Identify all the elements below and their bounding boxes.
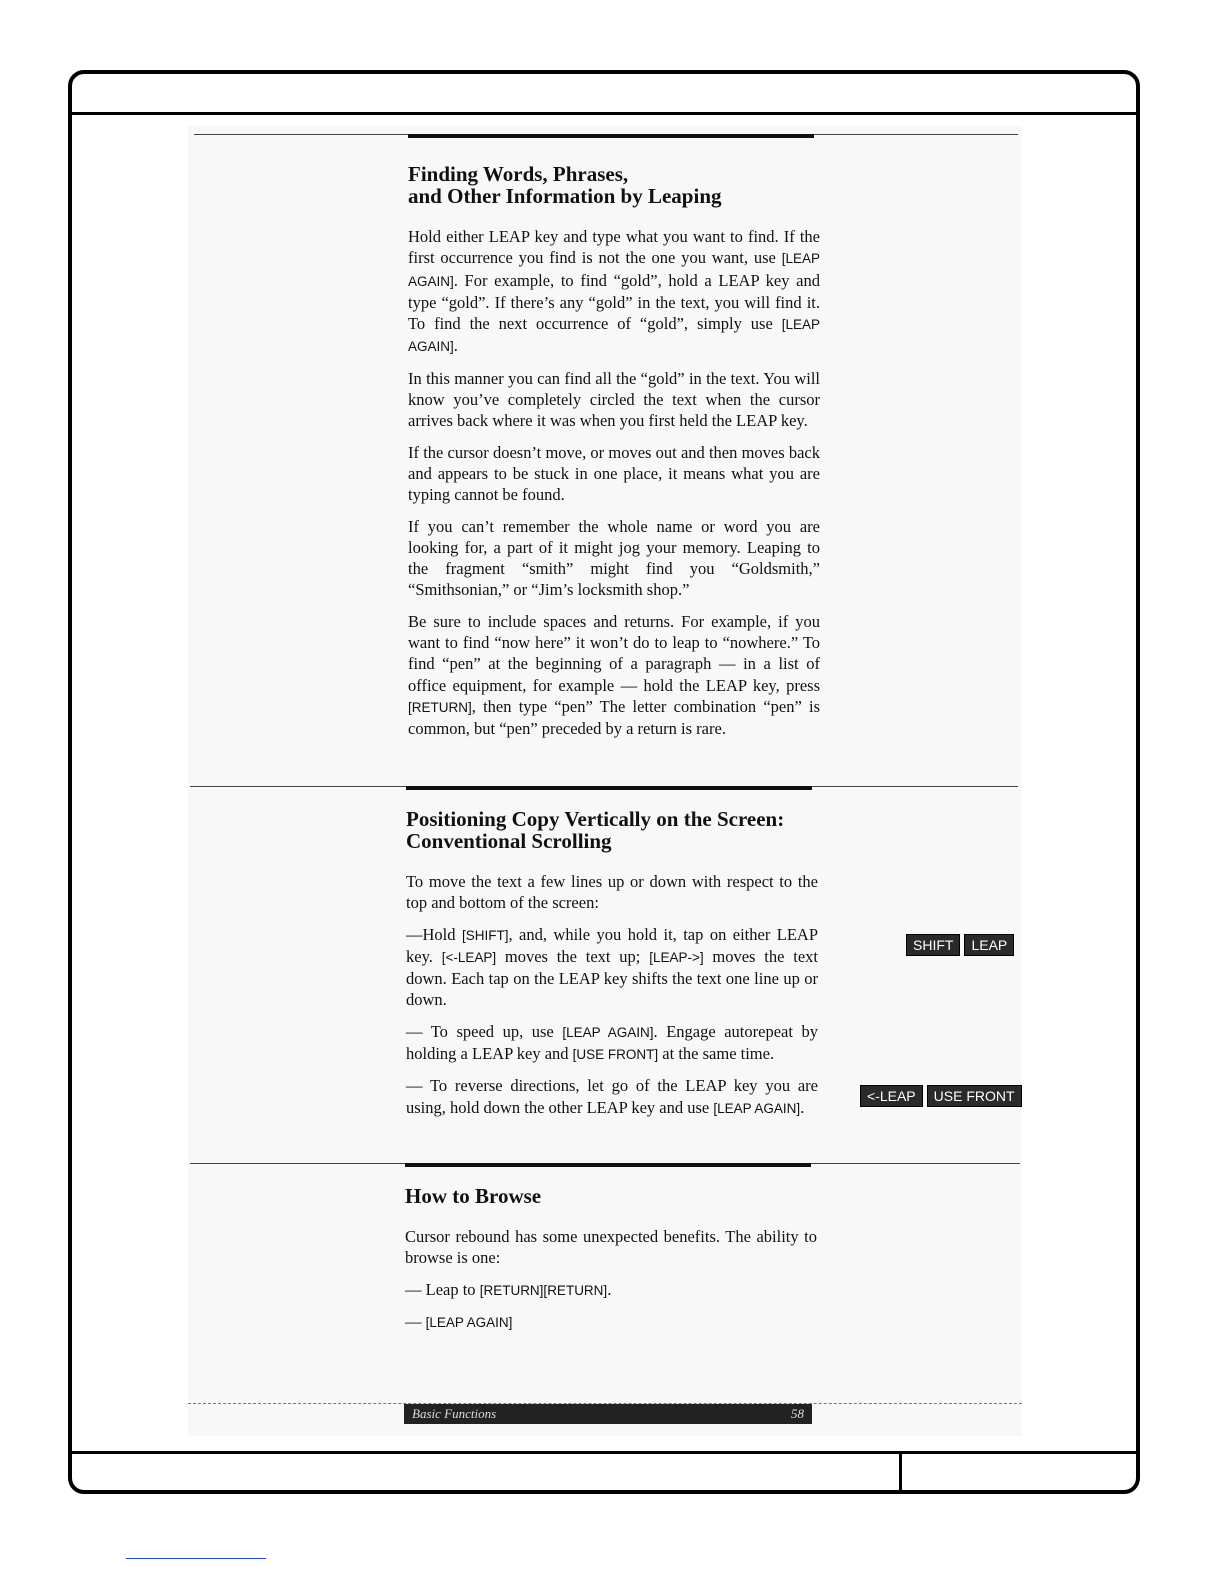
text-run: — [405,1311,426,1331]
text-run: To move the text a few lines up or down with respect to the top and bottom of the screen: [406,872,818,913]
section-title [406,808,818,852]
key-name: [LEAP AGAIN] [408,317,820,355]
section-body [406,871,818,1119]
footer-section-name: Basic Functions [412,1406,497,1421]
page-number: 58 [791,1406,804,1421]
frame-bottom-rule [72,1451,1136,1454]
text-run: Hold either LEAP key and type what you want to find. If the first occurrence you find is not the one you want, use [408,227,820,268]
text-run: —Hold [406,924,462,944]
section-title [405,1185,817,1207]
section-title [408,163,820,207]
section-rule-thick [405,1163,811,1167]
link-underline [126,1558,266,1559]
title-line-1: Positioning Copy Vertically on the Screen: [406,807,785,831]
key-name: [USE FRONT] [572,1047,659,1063]
shift-key-cap: SHIFT [906,934,960,956]
text-run: — Leap to [405,1279,480,1299]
frame-top-rule [72,112,1136,115]
text-run: Cursor rebound has some unexpected benefits. The ability to browse is one: [405,1227,817,1268]
text-run: , then type “pen” The letter combination “pen” is common, but “pen” preceded by a return is rare. [408,696,820,739]
paragraph [408,516,820,601]
paragraph [408,442,820,506]
text-run: If the cursor doesn’t move, or moves out and then moves back and appears to be stuck in one place, it means what you are typing cannot be found. [408,442,820,505]
key-name: [RETURN][RETURN] [479,1282,608,1298]
text-run: at the same time. [658,1044,775,1064]
title-line-1: Finding Words, Phrases, [408,162,629,186]
section-body [405,1226,817,1333]
paragraph [405,1311,817,1333]
key-name: [LEAP AGAIN] [425,1314,513,1330]
text-run: . [453,336,458,356]
text-run: — To reverse directions, let go of the LEAP key you are using, hold down the other LEAP key and use [406,1076,818,1117]
title-line-2: and Other Information by Leaping [408,184,722,208]
key-name: [LEAP->] [649,949,704,965]
key-name: [<-LEAP] [441,949,497,965]
paragraph [406,924,818,1011]
leap-usefront-keys [860,1085,1022,1107]
paragraph [406,1075,818,1119]
text-run: If you can’t remember the whole name or word you are looking for, a part of it might jog your memory. Leaping to the fragment “smith” might find you “Goldsmith,” “Smithsonian,” or “Jim’s locksmith shop.” [408,516,820,600]
text-run: . Engage autorepeat by holding a LEAP key and [406,1021,818,1064]
paragraph [405,1279,817,1301]
frame-divider [899,1454,902,1490]
text-run: , and, while you hold it, tap on either LEAP key. [406,924,819,966]
text-run: — To speed up, use [406,1021,563,1041]
section-rule-thick [408,134,814,138]
text-run: . [607,1279,612,1299]
paragraph [405,1226,817,1269]
title-line-2: Conventional Scrolling [406,829,612,853]
key-name: [RETURN] [408,699,472,715]
text-run: In this manner you can find all the “gold” in the text. You will know you’ve completely circled the text when the cursor arrives back where it was when you first held the LEAP key. [408,368,820,431]
text-run: moves the text up; [496,946,650,966]
paragraph [406,1021,818,1066]
text-run: . [800,1097,805,1117]
key-name: [LEAP AGAIN] [713,1100,801,1116]
text-run: . For example, to find “gold”, hold a LEAP key and type “gold”. If there’s any “gold” in the text, you will find it. To find the next occurrence of “gold”, simply use [408,270,820,334]
text-run: Be sure to include spaces and returns. For example, if you want to find “now here” it won’t do to leap to “nowhere.” To find “pen” at the beginning of a paragraph — in a list of office equipment, for example — hold the LEAP key, press [408,611,820,695]
section-body [408,226,820,740]
page-footer [404,1404,812,1424]
paragraph [406,871,818,914]
title-line-1: How to Browse [405,1184,542,1208]
key-name: [SHIFT] [461,927,509,943]
section-how-to-browse [405,1185,817,1343]
paragraph [408,611,820,740]
shift-leap-keys [906,934,1014,956]
text-run: moves the text down. Each tap on the LEAP key shifts the text one line up or down. [406,946,818,1010]
paragraph [408,226,820,358]
key-name: [LEAP AGAIN] [408,251,820,289]
section-finding-words [408,163,820,750]
paragraph [408,368,820,432]
section-positioning-copy [406,808,818,1129]
left-leap-key-cap: <-LEAP [860,1085,923,1107]
use-front-key-cap: USE FRONT [927,1085,1022,1107]
section-rule-thick [406,786,812,790]
key-name: [LEAP AGAIN] [562,1024,654,1040]
leap-key-cap: LEAP [964,934,1014,956]
